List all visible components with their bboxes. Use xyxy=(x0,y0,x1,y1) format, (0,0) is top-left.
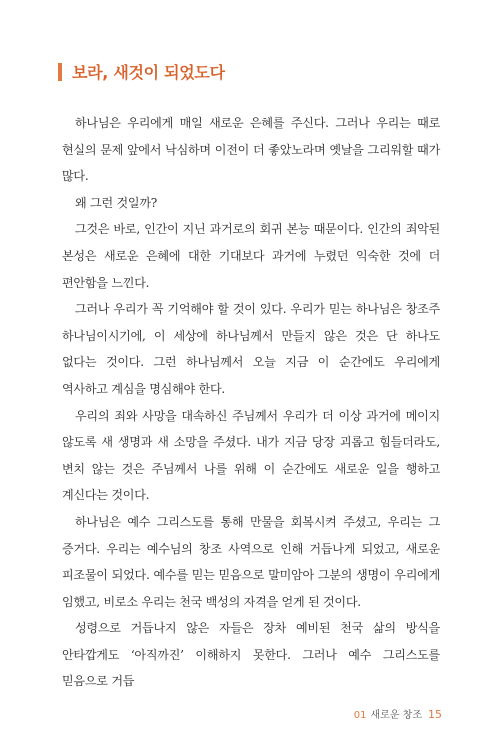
paragraph: 왜 그런 것일까? xyxy=(75,195,158,210)
paragraph: 우리의 죄와 사망을 대속하신 주님께서 우리가 더 이상 과거에 메이지 않도록 새 생명과 새 소망을 주셨다. 내가 지금 당장 괴롭고 힘들더라도, 변치 않는 것은 주님께서 나를 위해 이 순간에도 새로운 일을 행하고 계신다는 것이다. xyxy=(62,408,440,503)
paragraph: 하나님은 우리에게 매일 새로운 은혜를 주신다. 그러나 우리는 때로 현실의 문제 앞에서 낙심하며 이전이 더 좋았노라며 옛날을 그리워할 때가 많다. xyxy=(62,116,440,184)
paragraph: 성령으로 거듭나지 않은 자들은 장차 예비된 천국 삶의 방식을 안타깝게도 ‘아직까진’ 이해하지 못한다. 그러나 예수 그리스도를 믿음으로 거듭 xyxy=(62,621,440,689)
page-number: 15 xyxy=(428,708,442,721)
heading-accent-bar xyxy=(58,63,62,81)
paragraph: 그것은 바로, 인간이 지닌 과거로의 회귀 본능 때문이다. 인간의 죄악된 본성은 새로운 은혜에 대한 기대보다 과거에 누렸던 익숙한 것에 더 편안함을 느낀다. xyxy=(62,222,440,290)
footer-chapter-number: 01 xyxy=(353,710,367,721)
heading-title: 보라, 새것이 되었도다 xyxy=(72,63,225,82)
paragraph: 그러나 우리가 꼭 기억해야 할 것이 있다. 우리가 믿는 하나님은 창조주 하나님이시기에, 이 세상에 하나님께서 만들지 않은 것은 단 하나도 없다는 것이다. 그런 하나님께서 오늘 지금 이 순간에도 우리에게 역사하고 계심을 명심해야 한다. xyxy=(62,302,440,396)
footer-chapter-title: 새로운 창조 xyxy=(370,710,422,721)
chapter-heading xyxy=(58,60,225,83)
page-footer xyxy=(354,706,442,721)
paragraph: 하나님은 예수 그리스도를 통해 만물을 회복시켜 주셨고, 우리는 그 증거다. 우리는 예수님의 창조 사역으로 인해 거듭나게 되었고, 새로운 피조물이 되었다. 예수를 믿는 믿음으로 말미암아 그분의 생명이 우리에게 임했고, 비로소 우리는 천국 백성의 자격을 얻게 된 것이다. xyxy=(62,514,440,609)
body-text xyxy=(62,110,440,695)
